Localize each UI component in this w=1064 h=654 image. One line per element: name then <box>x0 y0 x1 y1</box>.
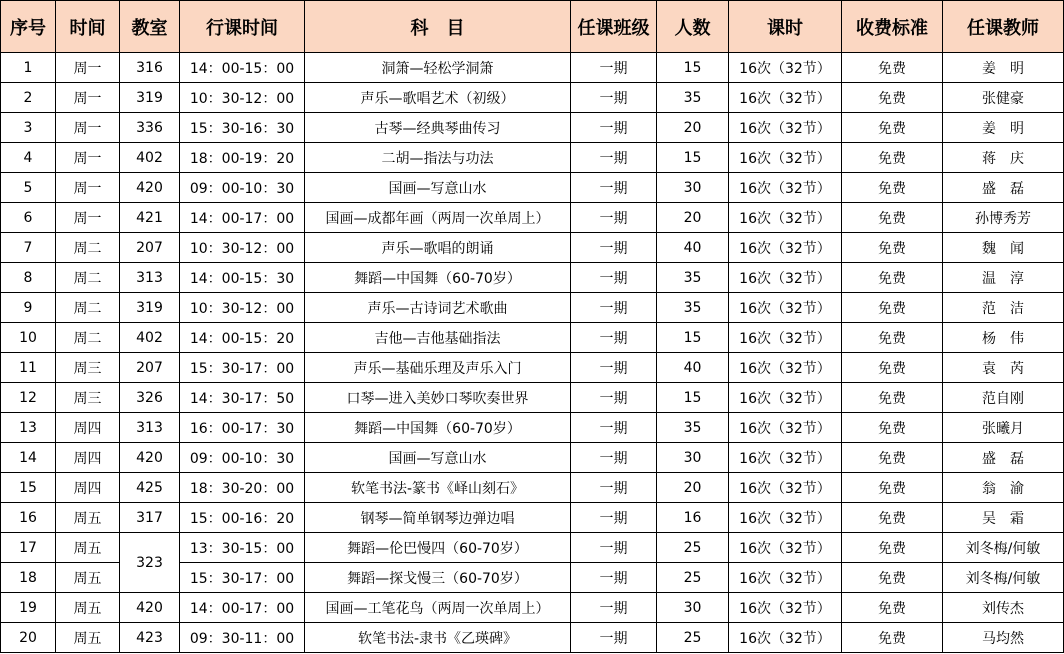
cell-room: 423 <box>120 623 180 653</box>
cell-hours: 16次（32节） <box>729 323 842 353</box>
cell-room: 317 <box>120 503 180 533</box>
cell-room: 421 <box>120 203 180 233</box>
cell-class: 一期 <box>571 383 657 413</box>
cell-time: 09：00-10：30 <box>180 173 305 203</box>
cell-fee: 免费 <box>842 383 943 413</box>
cell-hours: 16次（32节） <box>729 623 842 653</box>
cell-teacher: 范自刚 <box>943 383 1064 413</box>
cell-time: 14：00-15：30 <box>180 263 305 293</box>
cell-count: 20 <box>657 203 729 233</box>
cell-room: 316 <box>120 53 180 83</box>
cell-fee: 免费 <box>842 263 943 293</box>
cell-room: 402 <box>120 323 180 353</box>
table-row <box>1 233 1064 263</box>
cell-no: 15 <box>1 473 56 503</box>
cell-subject: 舞蹈—中国舞（60-70岁） <box>305 263 571 293</box>
table-row <box>1 473 1064 503</box>
cell-time: 15：00-16：20 <box>180 503 305 533</box>
cell-class: 一期 <box>571 173 657 203</box>
cell-fee: 免费 <box>842 623 943 653</box>
table-row <box>1 383 1064 413</box>
cell-count: 20 <box>657 473 729 503</box>
cell-count: 40 <box>657 353 729 383</box>
table-row <box>1 53 1064 83</box>
cell-time: 16：00-17：30 <box>180 413 305 443</box>
table-row <box>1 203 1064 233</box>
cell-no: 14 <box>1 443 56 473</box>
cell-no: 20 <box>1 623 56 653</box>
cell-count: 35 <box>657 413 729 443</box>
cell-fee: 免费 <box>842 323 943 353</box>
cell-class: 一期 <box>571 83 657 113</box>
cell-hours: 16次（32节） <box>729 53 842 83</box>
cell-subject: 声乐—古诗词艺术歌曲 <box>305 293 571 323</box>
cell-room: 319 <box>120 293 180 323</box>
cell-subject: 吉他—吉他基础指法 <box>305 323 571 353</box>
cell-no: 10 <box>1 323 56 353</box>
cell-class: 一期 <box>571 293 657 323</box>
table-row <box>1 113 1064 143</box>
cell-subject: 二胡—指法与功法 <box>305 143 571 173</box>
cell-no: 8 <box>1 263 56 293</box>
cell-fee: 免费 <box>842 293 943 323</box>
cell-time: 10：30-12：00 <box>180 233 305 263</box>
table-row <box>1 293 1064 323</box>
table-row <box>1 413 1064 443</box>
cell-no: 18 <box>1 563 56 593</box>
cell-day: 周四 <box>56 473 120 503</box>
cell-hours: 16次（32节） <box>729 593 842 623</box>
cell-room: 319 <box>120 83 180 113</box>
cell-subject: 软笔书法-篆书《峄山刻石》 <box>305 473 571 503</box>
cell-fee: 免费 <box>842 203 943 233</box>
cell-subject: 舞蹈—伦巴慢四（60-70岁） <box>305 533 571 563</box>
cell-no: 3 <box>1 113 56 143</box>
cell-time: 15：30-17：00 <box>180 563 305 593</box>
cell-class: 一期 <box>571 593 657 623</box>
cell-room: 420 <box>120 173 180 203</box>
cell-class: 一期 <box>571 113 657 143</box>
cell-time: 14：30-17：50 <box>180 383 305 413</box>
cell-no: 13 <box>1 413 56 443</box>
cell-subject: 舞蹈—中国舞（60-70岁） <box>305 413 571 443</box>
table-row <box>1 353 1064 383</box>
cell-no: 1 <box>1 53 56 83</box>
cell-fee: 免费 <box>842 113 943 143</box>
cell-time: 09：30-11：00 <box>180 623 305 653</box>
cell-fee: 免费 <box>842 443 943 473</box>
cell-class: 一期 <box>571 353 657 383</box>
cell-class: 一期 <box>571 263 657 293</box>
cell-fee: 免费 <box>842 83 943 113</box>
table-row <box>1 83 1064 113</box>
cell-hours: 16次（32节） <box>729 203 842 233</box>
cell-class: 一期 <box>571 563 657 593</box>
cell-time: 15：30-16：30 <box>180 113 305 143</box>
cell-class: 一期 <box>571 503 657 533</box>
cell-fee: 免费 <box>842 503 943 533</box>
cell-teacher: 吴 霜 <box>943 503 1064 533</box>
cell-hours: 16次（32节） <box>729 233 842 263</box>
cell-fee: 免费 <box>842 563 943 593</box>
cell-day: 周三 <box>56 383 120 413</box>
cell-hours: 16次（32节） <box>729 473 842 503</box>
header-cell-time: 行课时间 <box>180 1 305 53</box>
cell-hours: 16次（32节） <box>729 563 842 593</box>
cell-class: 一期 <box>571 533 657 563</box>
cell-hours: 16次（32节） <box>729 173 842 203</box>
cell-teacher: 盛 磊 <box>943 443 1064 473</box>
cell-day: 周四 <box>56 413 120 443</box>
table-body <box>1 53 1064 653</box>
table-row <box>1 323 1064 353</box>
cell-count: 15 <box>657 323 729 353</box>
cell-subject: 软笔书法-隶书《乙瑛碑》 <box>305 623 571 653</box>
cell-teacher: 孙博秀芳 <box>943 203 1064 233</box>
cell-no: 9 <box>1 293 56 323</box>
cell-day: 周一 <box>56 113 120 143</box>
cell-fee: 免费 <box>842 593 943 623</box>
cell-fee: 免费 <box>842 473 943 503</box>
cell-teacher: 马均然 <box>943 623 1064 653</box>
cell-subject: 声乐—基础乐理及声乐入门 <box>305 353 571 383</box>
cell-time: 13：30-15：00 <box>180 533 305 563</box>
cell-fee: 免费 <box>842 143 943 173</box>
cell-day: 周一 <box>56 173 120 203</box>
cell-hours: 16次（32节） <box>729 113 842 143</box>
cell-time: 15：30-17：00 <box>180 353 305 383</box>
cell-class: 一期 <box>571 623 657 653</box>
cell-day: 周一 <box>56 203 120 233</box>
cell-room: 402 <box>120 143 180 173</box>
cell-no: 6 <box>1 203 56 233</box>
header-row <box>1 1 1064 53</box>
cell-hours: 16次（32节） <box>729 533 842 563</box>
header-cell-fee: 收费标准 <box>842 1 943 53</box>
table-row <box>1 593 1064 623</box>
cell-day: 周五 <box>56 533 120 563</box>
cell-count: 30 <box>657 593 729 623</box>
cell-teacher: 袁 芮 <box>943 353 1064 383</box>
cell-teacher: 刘传杰 <box>943 593 1064 623</box>
table-row <box>1 263 1064 293</box>
cell-hours: 16次（32节） <box>729 353 842 383</box>
cell-class: 一期 <box>571 473 657 503</box>
cell-day: 周二 <box>56 233 120 263</box>
header-cell-day: 时间 <box>56 1 120 53</box>
cell-day: 周二 <box>56 323 120 353</box>
cell-hours: 16次（32节） <box>729 83 842 113</box>
cell-subject: 国画—写意山水 <box>305 443 571 473</box>
cell-fee: 免费 <box>842 173 943 203</box>
cell-day: 周三 <box>56 353 120 383</box>
cell-subject: 国画—写意山水 <box>305 173 571 203</box>
cell-day: 周一 <box>56 143 120 173</box>
table-row <box>1 623 1064 653</box>
cell-teacher: 张健豪 <box>943 83 1064 113</box>
cell-count: 15 <box>657 53 729 83</box>
cell-room: 326 <box>120 383 180 413</box>
cell-teacher: 范 洁 <box>943 293 1064 323</box>
cell-subject: 声乐—歌唱的朗诵 <box>305 233 571 263</box>
cell-count: 25 <box>657 533 729 563</box>
cell-time: 10：30-12：00 <box>180 83 305 113</box>
cell-subject: 洞箫—轻松学洞箫 <box>305 53 571 83</box>
cell-count: 40 <box>657 233 729 263</box>
cell-no: 12 <box>1 383 56 413</box>
header-cell-no: 序号 <box>1 1 56 53</box>
cell-class: 一期 <box>571 203 657 233</box>
cell-no: 2 <box>1 83 56 113</box>
cell-teacher: 姜 明 <box>943 53 1064 83</box>
cell-count: 35 <box>657 83 729 113</box>
cell-class: 一期 <box>571 443 657 473</box>
cell-subject: 钢琴—简单钢琴边弹边唱 <box>305 503 571 533</box>
cell-subject: 古琴—经典琴曲传习 <box>305 113 571 143</box>
cell-room: 207 <box>120 353 180 383</box>
cell-time: 18：00-19：20 <box>180 143 305 173</box>
cell-subject: 舞蹈—探戈慢三（60-70岁） <box>305 563 571 593</box>
cell-teacher: 刘冬梅/何敏 <box>943 563 1064 593</box>
cell-count: 20 <box>657 113 729 143</box>
cell-no: 17 <box>1 533 56 563</box>
cell-day: 周一 <box>56 83 120 113</box>
cell-room: 323 <box>120 533 180 593</box>
cell-time: 14：00-17：00 <box>180 203 305 233</box>
cell-time: 14：00-17：00 <box>180 593 305 623</box>
cell-no: 19 <box>1 593 56 623</box>
cell-hours: 16次（32节） <box>729 413 842 443</box>
table-row <box>1 443 1064 473</box>
cell-room: 420 <box>120 443 180 473</box>
table-row <box>1 533 1064 563</box>
cell-fee: 免费 <box>842 413 943 443</box>
cell-teacher: 温 淳 <box>943 263 1064 293</box>
cell-teacher: 姜 明 <box>943 113 1064 143</box>
cell-room: 425 <box>120 473 180 503</box>
cell-subject: 国画—工笔花鸟（两周一次单周上） <box>305 593 571 623</box>
cell-hours: 16次（32节） <box>729 503 842 533</box>
cell-hours: 16次（32节） <box>729 443 842 473</box>
cell-no: 11 <box>1 353 56 383</box>
cell-time: 18：30-20：00 <box>180 473 305 503</box>
cell-teacher: 蒋 庆 <box>943 143 1064 173</box>
cell-subject: 国画—成都年画（两周一次单周上） <box>305 203 571 233</box>
cell-day: 周五 <box>56 563 120 593</box>
cell-count: 35 <box>657 293 729 323</box>
cell-count: 16 <box>657 503 729 533</box>
cell-count: 30 <box>657 173 729 203</box>
cell-count: 15 <box>657 143 729 173</box>
header-cell-teacher: 任课教师 <box>943 1 1064 53</box>
cell-subject: 口琴—进入美妙口琴吹奏世界 <box>305 383 571 413</box>
cell-hours: 16次（32节） <box>729 143 842 173</box>
cell-teacher: 张曦月 <box>943 413 1064 443</box>
cell-class: 一期 <box>571 53 657 83</box>
table-row <box>1 503 1064 533</box>
cell-day: 周五 <box>56 593 120 623</box>
cell-fee: 免费 <box>842 233 943 263</box>
cell-class: 一期 <box>571 413 657 443</box>
cell-time: 10：30-12：00 <box>180 293 305 323</box>
cell-room: 420 <box>120 593 180 623</box>
cell-hours: 16次（32节） <box>729 263 842 293</box>
cell-day: 周一 <box>56 53 120 83</box>
table-row <box>1 143 1064 173</box>
cell-room: 207 <box>120 233 180 263</box>
cell-day: 周四 <box>56 443 120 473</box>
cell-count: 25 <box>657 623 729 653</box>
cell-fee: 免费 <box>842 353 943 383</box>
header-cell-room: 教室 <box>120 1 180 53</box>
cell-teacher: 魏 闻 <box>943 233 1064 263</box>
cell-day: 周二 <box>56 293 120 323</box>
cell-hours: 16次（32节） <box>729 383 842 413</box>
cell-teacher: 翁 渝 <box>943 473 1064 503</box>
cell-room: 313 <box>120 263 180 293</box>
cell-subject: 声乐—歌唱艺术（初级） <box>305 83 571 113</box>
cell-teacher: 盛 磊 <box>943 173 1064 203</box>
cell-no: 16 <box>1 503 56 533</box>
cell-room: 313 <box>120 413 180 443</box>
cell-class: 一期 <box>571 233 657 263</box>
header-cell-hours: 课时 <box>729 1 842 53</box>
header-cell-class: 任课班级 <box>571 1 657 53</box>
cell-no: 5 <box>1 173 56 203</box>
cell-day: 周二 <box>56 263 120 293</box>
cell-room: 336 <box>120 113 180 143</box>
cell-hours: 16次（32节） <box>729 293 842 323</box>
cell-time: 14：00-15：20 <box>180 323 305 353</box>
cell-count: 35 <box>657 263 729 293</box>
cell-no: 7 <box>1 233 56 263</box>
header-cell-subject: 科 目 <box>305 1 571 53</box>
cell-count: 30 <box>657 443 729 473</box>
cell-day: 周五 <box>56 623 120 653</box>
cell-count: 25 <box>657 563 729 593</box>
cell-no: 4 <box>1 143 56 173</box>
cell-teacher: 刘冬梅/何敏 <box>943 533 1064 563</box>
cell-fee: 免费 <box>842 533 943 563</box>
cell-class: 一期 <box>571 323 657 353</box>
cell-count: 15 <box>657 383 729 413</box>
cell-fee: 免费 <box>842 53 943 83</box>
cell-teacher: 杨 伟 <box>943 323 1064 353</box>
table-row <box>1 173 1064 203</box>
cell-time: 09：00-10：30 <box>180 443 305 473</box>
cell-class: 一期 <box>571 143 657 173</box>
header-cell-count: 人数 <box>657 1 729 53</box>
cell-day: 周五 <box>56 503 120 533</box>
cell-time: 14：00-15：00 <box>180 53 305 83</box>
